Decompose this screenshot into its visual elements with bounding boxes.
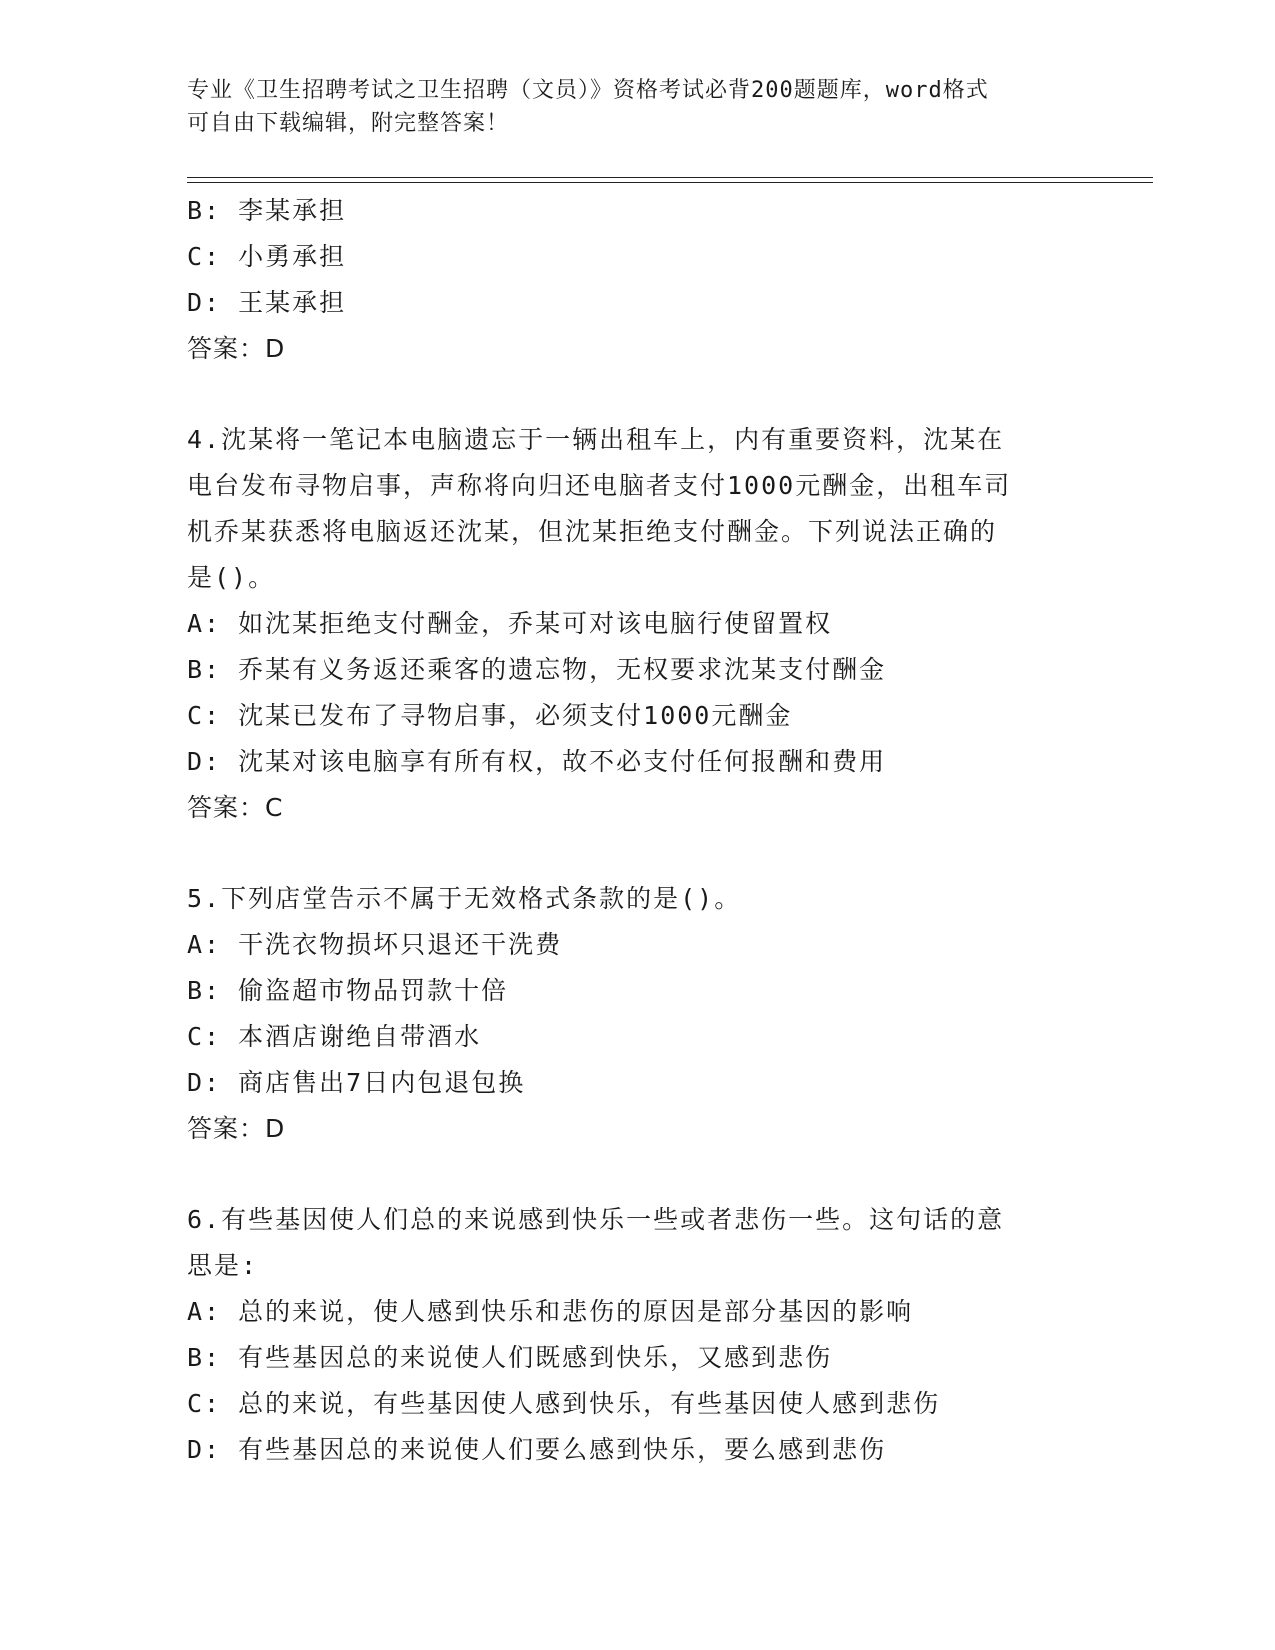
option-c: C: 小勇承担 bbox=[187, 242, 347, 271]
header-divider-bottom bbox=[187, 182, 1153, 183]
question-stem-line: 是()。 bbox=[187, 563, 276, 592]
option-a: A: 如沈某拒绝支付酬金，乔某可对该电脑行使留置权 bbox=[187, 609, 833, 638]
option-d: D: 商店售出7日内包退包换 bbox=[187, 1068, 526, 1097]
header-line-2: 可自由下载编辑，附完整答案！ bbox=[187, 111, 510, 136]
option-d: D: 有些基因总的来说使人们要么感到快乐，要么感到悲伤 bbox=[187, 1435, 887, 1464]
document-header bbox=[187, 74, 1087, 140]
question-stem-line: 机乔某获悉将电脑返还沈某，但沈某拒绝支付酬金。下列说法正确的 bbox=[187, 517, 998, 546]
option-c: C: 沈某已发布了寻物启事，必须支付1000元酬金 bbox=[187, 701, 793, 730]
spacer bbox=[187, 831, 1147, 876]
spacer bbox=[187, 1152, 1147, 1197]
question-stem-line: 6.有些基因使人们总的来说感到快乐一些或者悲伤一些。这句话的意 bbox=[187, 1205, 1005, 1234]
question-3-continued bbox=[187, 188, 1147, 372]
question-stem-line: 5.下列店堂告示不属于无效格式条款的是()。 bbox=[187, 884, 742, 913]
option-b: B: 有些基因总的来说使人们既感到快乐，又感到悲伤 bbox=[187, 1343, 833, 1372]
answer-label: 答案：C bbox=[187, 793, 284, 822]
option-d: D: 沈某对该电脑享有所有权，故不必支付任何报酬和费用 bbox=[187, 747, 887, 776]
option-a: A: 干洗衣物损坏只退还干洗费 bbox=[187, 930, 563, 959]
question-4 bbox=[187, 417, 1147, 831]
option-b: B: 偷盗超市物品罚款十倍 bbox=[187, 976, 509, 1005]
option-c: C: 总的来说，有些基因使人感到快乐，有些基因使人感到悲伤 bbox=[187, 1389, 941, 1418]
option-d: D: 王某承担 bbox=[187, 288, 347, 317]
header-line-1: 专业《卫生招聘考试之卫生招聘（文员）》资格考试必背200题题库，word格式 bbox=[187, 78, 989, 103]
question-stem-line: 思是: bbox=[187, 1251, 259, 1280]
document-body bbox=[187, 188, 1147, 1473]
spacer bbox=[187, 372, 1147, 417]
question-6 bbox=[187, 1197, 1147, 1473]
option-b: B: 李某承担 bbox=[187, 196, 347, 225]
answer-label: 答案：D bbox=[187, 334, 286, 363]
option-b: B: 乔某有义务返还乘客的遗忘物，无权要求沈某支付酬金 bbox=[187, 655, 887, 684]
question-stem-line: 电台发布寻物启事，声称将向归还电脑者支付1000元酬金，出租车司 bbox=[187, 471, 1012, 500]
option-a: A: 总的来说，使人感到快乐和悲伤的原因是部分基因的影响 bbox=[187, 1297, 914, 1326]
header-divider-top bbox=[187, 177, 1153, 178]
option-c: C: 本酒店谢绝自带酒水 bbox=[187, 1022, 482, 1051]
answer-label: 答案：D bbox=[187, 1114, 286, 1143]
question-5 bbox=[187, 876, 1147, 1152]
question-stem-line: 4.沈某将一笔记本电脑遗忘于一辆出租车上，内有重要资料，沈某在 bbox=[187, 425, 1005, 454]
